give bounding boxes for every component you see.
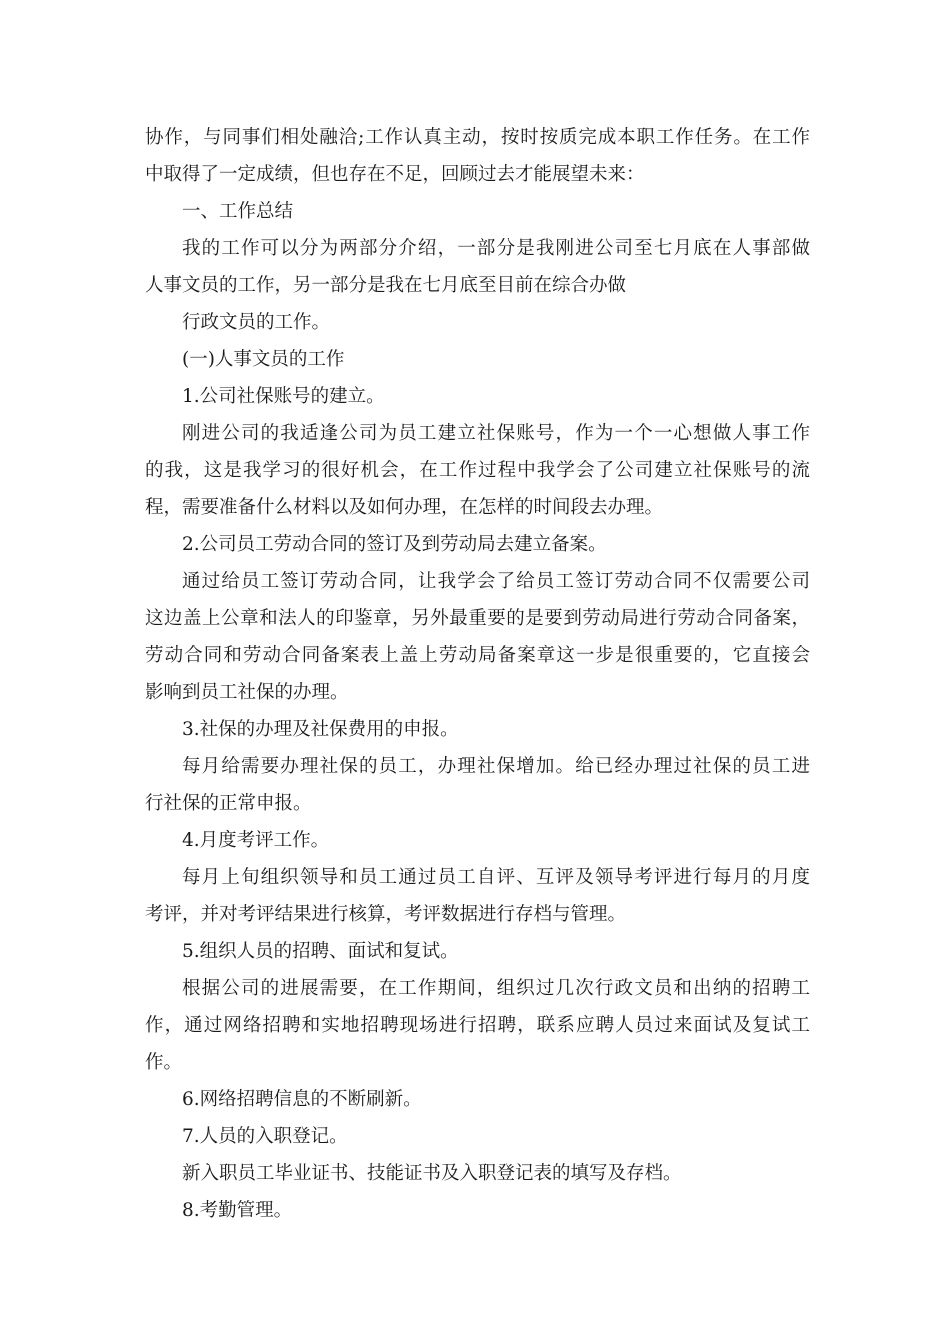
- text-line: 劳动合同和劳动合同备案表上盖上劳动局备案章这一步是很重要的，它直接会: [145, 645, 810, 666]
- text-line: 这边盖上公章和法人的印鉴章，另外最重要的是要到劳动局进行劳动合同备案，: [145, 608, 810, 629]
- text-line: 行社保的正常申报。: [145, 793, 312, 814]
- text-line: 2.公司员工劳动合同的签订及到劳动局去建立备案。: [182, 534, 607, 555]
- document-body: [145, 119, 810, 1229]
- text-line: 4.月度考评工作。: [182, 830, 330, 851]
- text-line: (一)人事文员的工作: [182, 349, 345, 370]
- text-line: 一、工作总结: [182, 201, 294, 222]
- text-line: 我的工作可以分为两部分介绍，一部分是我刚进公司至七月底在人事部做: [182, 238, 810, 259]
- text-line: 根据公司的进展需要，在工作期间，组织过几次行政文员和出纳的招聘工: [182, 978, 810, 999]
- text-line: 刚进公司的我适逢公司为员工建立社保账号，作为一个一心想做人事工作: [182, 423, 810, 444]
- text-line: 通过给员工签订劳动合同，让我学会了给员工签订劳动合同不仅需要公司: [182, 571, 810, 592]
- text-line: 协作，与同事们相处融洽;工作认真主动，按时按质完成本职工作任务。在工作: [145, 127, 810, 148]
- text-line: 每月给需要办理社保的员工，办理社保增加。给已经办理过社保的员工进: [182, 756, 810, 777]
- text-line: 行政文员的工作。: [182, 312, 331, 333]
- text-line: 作。: [145, 1052, 183, 1073]
- text-line: 新入职员工毕业证书、技能证书及入职登记表的填写及存档。: [182, 1163, 682, 1184]
- text-line: 8.考勤管理。: [182, 1200, 293, 1221]
- text-line: 影响到员工社保的办理。: [145, 682, 349, 703]
- text-line: 作，通过网络招聘和实地招聘现场进行招聘，联系应聘人员过来面试及复试工: [145, 1015, 810, 1036]
- text-line: 程，需要准备什么材料以及如何办理，在怎样的时间段去办理。: [145, 497, 664, 518]
- text-line: 1.公司社保账号的建立。: [182, 386, 385, 407]
- text-line: 考评，并对考评结果进行核算，考评数据进行存档与管理。: [145, 904, 627, 925]
- text-line: 的我，这是我学习的很好机会，在工作过程中我学会了公司建立社保账号的流: [145, 460, 810, 481]
- text-line: 6.网络招聘信息的不断刷新。: [182, 1089, 422, 1110]
- text-line: 中取得了一定成绩，但也存在不足，回顾过去才能展望未来：: [145, 164, 645, 185]
- text-line: 人事文员的工作，另一部分是我在七月底至目前在综合办做: [145, 275, 627, 296]
- text-line: 5.组织人员的招聘、面试和复试。: [182, 941, 459, 962]
- text-line: 3.社保的办理及社保费用的申报。: [182, 719, 459, 740]
- text-line: 7.人员的入职登记。: [182, 1126, 348, 1147]
- text-line: 每月上旬组织领导和员工通过员工自评、互评及领导考评进行每月的月度: [182, 867, 810, 888]
